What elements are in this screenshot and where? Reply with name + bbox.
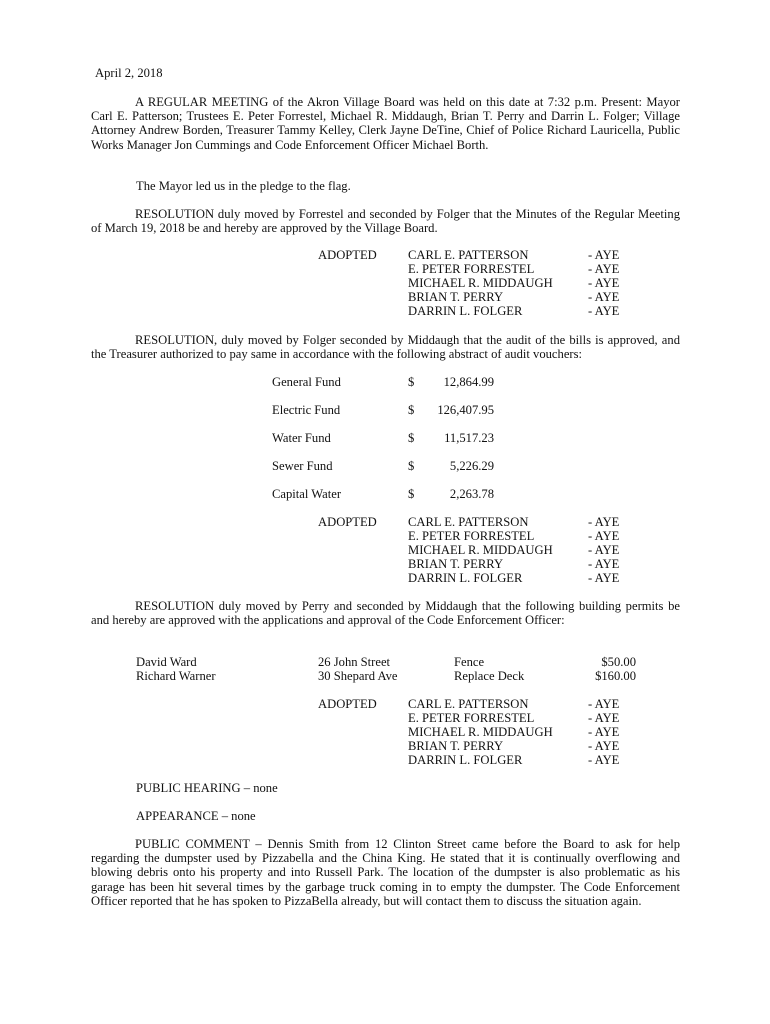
fund-row: Water Fund $ 11,517.23 (272, 431, 494, 445)
fund-row: General Fund $ 12,864.99 (272, 375, 494, 389)
fund-row: Capital Water $ 2,263.78 (272, 487, 494, 501)
meeting-date: April 2, 2018 (95, 66, 163, 80)
fund-row: Electric Fund $ 126,407.95 (272, 403, 494, 417)
adopted-label: ADOPTED (318, 697, 377, 711)
permit-row: David Ward 26 John Street Fence $50.00 (136, 655, 636, 669)
vote-row: E. PETER FORRESTEL - AYE (408, 262, 620, 276)
resolution-permits: RESOLUTION duly moved by Perry and seconded by Middaugh that the following building permits be and hereby are approved with the applications and approval of the Code Enforcement Officer: (91, 599, 680, 628)
fund-row: Sewer Fund $ 5,226.29 (272, 459, 494, 473)
vote-row: DARRIN L. FOLGER - AYE (408, 304, 620, 318)
vote-row: DARRIN L. FOLGER - AYE (408, 753, 620, 767)
vote-row: E. PETER FORRESTEL - AYE (408, 529, 620, 543)
adopted-label: ADOPTED (318, 515, 377, 529)
permit-row: Richard Warner 30 Shepard Ave Replace Deck $160.00 (136, 669, 636, 683)
resolution-minutes: RESOLUTION duly moved by Forrestel and seconded by Folger that the Minutes of the Regular Meeting of March 19, 2018 be and hereby are approved by the Village Board. (91, 207, 680, 236)
appearance: APPEARANCE – none (136, 809, 256, 823)
vote-row: BRIAN T. PERRY - AYE (408, 739, 620, 753)
vote-row: E. PETER FORRESTEL - AYE (408, 711, 620, 725)
intro-paragraph: A REGULAR MEETING of the Akron Village Board was held on this date at 7:32 p.m. Present: Mayor Carl E. Patterson; Trustees E. Peter Forrestel, Michael R. Middaugh, Brian T. Perry and Darrin L. Folger; Village Attorney Andrew Borden, Treasurer Tammy Kelley, Clerk Jayne DeTine, Chief of Police Richard Lauricella, Public Works Manager Jon Cummings and Code Enforcement Officer Michael Borth. (91, 95, 680, 152)
vote-row: MICHAEL R. MIDDAUGH - AYE (408, 276, 620, 290)
vote-row: CARL E. PATTERSON - AYE (408, 515, 620, 529)
adopted-label: ADOPTED (318, 248, 377, 262)
vote-row: DARRIN L. FOLGER - AYE (408, 571, 620, 585)
vote-row: CARL E. PATTERSON - AYE (408, 697, 620, 711)
vote-row: MICHAEL R. MIDDAUGH - AYE (408, 543, 620, 557)
vote-row: CARL E. PATTERSON - AYE (408, 248, 620, 262)
public-comment: PUBLIC COMMENT – Dennis Smith from 12 Clinton Street came before the Board to ask for help regarding the dumpster used by Pizzabella and the China King. He stated that it is continually overflowing and blowing debris onto his property and into Russell Park. The location of the dumpster is also problematic as his garage has been hit several times by the garbage truck coming in to empty the dumpster. The Code Enforcement Officer reported that he has spoken to PizzaBella already, but will contact them to discuss the situation again. (91, 837, 680, 908)
public-hearing: PUBLIC HEARING – none (136, 781, 278, 795)
vote-row: BRIAN T. PERRY - AYE (408, 290, 620, 304)
resolution-audit: RESOLUTION, duly moved by Folger seconded by Middaugh that the audit of the bills is approved, and the Treasurer authorized to pay same in accordance with the following abstract of audit vouchers: (91, 333, 680, 362)
vote-row: MICHAEL R. MIDDAUGH - AYE (408, 725, 620, 739)
pledge-line: The Mayor led us in the pledge to the flag. (136, 179, 351, 193)
vote-row: BRIAN T. PERRY - AYE (408, 557, 620, 571)
